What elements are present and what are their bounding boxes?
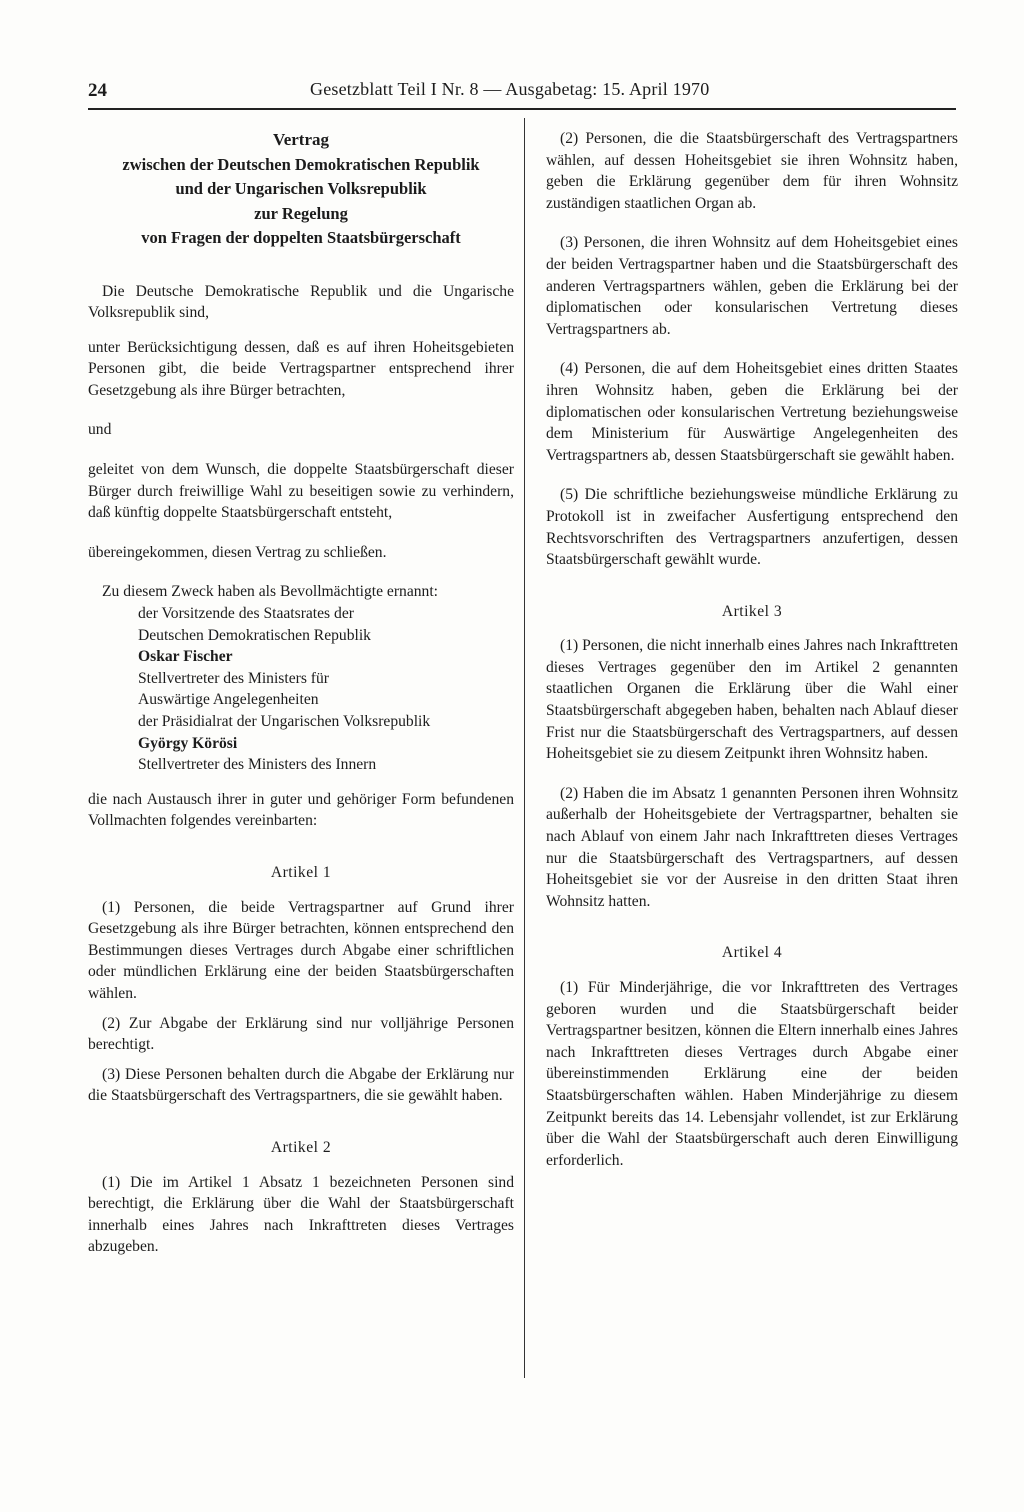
article-paragraph: (1) Personen, die beide Vertragspartner auf Grund ihrer Gesetzgebung als ihre Bürger betrachten, können entsprechend den Bestimmungen dieses Vertrages durch Abgabe einer schriftlichen oder mündlichen Erklärung eine der beiden Staatsbürgerschaften wählen. bbox=[88, 898, 514, 1002]
page-header bbox=[88, 78, 956, 110]
article-paragraph: (2) Zur Abgabe der Erklärung sind nur volljährige Personen berechtigt. bbox=[88, 1014, 514, 1054]
preamble-paragraph: übereingekommen, diesen Vertrag zu schließen. bbox=[88, 543, 387, 561]
preamble-paragraph: und bbox=[88, 421, 112, 439]
plenipotentiary-line: Stellvertreter des Ministers des Innern bbox=[138, 756, 377, 774]
title-line: von Fragen der doppelten Staatsbürgerschaft bbox=[141, 228, 461, 247]
running-title: Gesetzblatt Teil I Nr. 8 — Ausgabetag: 15. April 1970 bbox=[310, 79, 710, 99]
article-paragraph: (3) Diese Personen behalten durch die Abgabe der Erklärung nur die Staatsbürgerschaft des Vertragspartners, die sie gewählt haben. bbox=[88, 1065, 514, 1105]
plenipotentiary-name: György Körösi bbox=[138, 734, 238, 752]
article-paragraph: (4) Personen, die auf dem Hoheitsgebiet eines dritten Staates ihren Wohnsitz haben, geben die Erklärung bei der diplomatischen oder konsularischen Vertretung beziehungsweise dem Ministerium für Auswärtige Angelegenheiten des Vertragspartners ab, dessen Staatsbürgerschaft sie gewählt haben. bbox=[546, 360, 958, 464]
treaty-title bbox=[88, 128, 514, 251]
preamble-paragraph: Zu diesem Zweck haben als Bevollmächtigte ernannt: bbox=[102, 583, 439, 601]
preamble-paragraph: geleitet von dem Wunsch, die doppelte Staatsbürgerschaft dieser Bürger durch freiwillige Wahl zu beseitigen sowie zu verhindern, daß künftig doppelte Staatsbürgerschaft entsteht, bbox=[88, 461, 514, 522]
article-heading: Artikel 4 bbox=[721, 944, 783, 962]
article-paragraph: (3) Personen, die ihren Wohnsitz auf dem Hoheitsgebiet eines der beiden Vertragspartner haben und die Staatsbürgerschaft des anderen Vertragspartners wählen, geben die Erklärung bei der diplomatischen oder konsularischen Vertretung dieses Vertragspartners ab. bbox=[546, 234, 958, 338]
title-line: zwischen der Deutschen Demokratischen Republik bbox=[122, 154, 480, 174]
plenipotentiary-line: der Vorsitzende des Staatsrates der bbox=[138, 605, 354, 623]
plenipotentiary-line: Deutschen Demokratischen Republik bbox=[138, 626, 371, 644]
article-heading: Artikel 3 bbox=[721, 602, 783, 620]
article-paragraph: (1) Für Minderjährige, die vor Inkrafttreten des Vertrages geboren wurden und die Staatsbürgerschaft beider Vertragspartner besitzen, können die Eltern innerhalb eines Jahres nach Inkrafttreten dieses Vertrages durch Abgabe einer übereinstimmenden Erklärung eine der beiden Staatsbürgerschaften wählen. Haben Minderjährige zu diesem Zeitpunkt bereits das 14. Lebensjahr vollendet, ist zur Erklärung über die Wahl der Staatsbürgerschaft auch deren Einwilligung erforderlich. bbox=[546, 979, 958, 1169]
title-line: zur Regelung bbox=[254, 203, 348, 223]
article-paragraph: (2) Personen, die die Staatsbürgerschaft des Vertragspartners wählen, auf dessen Hoheitsgebiet sie ihren Wohnsitz haben, geben die Erklärung gegenüber dem für ihren Wohnsitz zuständigen staatlichen Organ ab. bbox=[546, 130, 958, 212]
article-heading: Artikel 2 bbox=[270, 1138, 332, 1156]
plenipotentiary-gdr bbox=[138, 603, 514, 711]
plenipotentiary-name: Oskar Fischer bbox=[138, 648, 233, 666]
plenipotentiary-line: Stellvertreter des Ministers für bbox=[138, 669, 329, 687]
title-line: Vertrag bbox=[272, 130, 329, 149]
article-heading: Artikel 1 bbox=[270, 863, 332, 881]
column-divider bbox=[524, 118, 525, 1378]
article-paragraph: (1) Die im Artikel 1 Absatz 1 bezeichneten Personen sind berechtigt, die Erklärung über die Wahl der Staatsbürgerschaft innerhalb eines Jahres nach Inkrafttreten dieses Vertrages abzugeben. bbox=[88, 1173, 514, 1256]
left-column bbox=[88, 128, 514, 1258]
article-paragraph: (2) Haben die im Absatz 1 genannten Personen ihren Wohnsitz außerhalb der Hoheitsgebiete der Vertragspartner, behalten sie nach Ablauf von einem Jahr nach Inkrafttreten dieses Vertrages nur die Staatsbürgerschaft des Vertragspartners, auf dessen Hoheitsgebiet sie vor der Ausreise in den dritten Staat ihren Wohnsitz hatten. bbox=[546, 784, 958, 910]
title-line: und der Ungarischen Volksrepublik bbox=[175, 179, 427, 198]
right-column bbox=[546, 128, 958, 1171]
closing-paragraph: die nach Austausch ihrer in guter und gehöriger Form befundenen Vollmachten folgendes vereinbarten: bbox=[88, 790, 514, 830]
plenipotentiary-line: der Präsidialrat der Ungarischen Volksrepublik bbox=[138, 713, 431, 730]
article-paragraph: (1) Personen, die nicht innerhalb eines Jahres nach Inkrafttreten dieses Vertrages gegenüber den im Artikel 2 genannten staatlichen Organen die Erklärung über die Wahl einer Staatsbürgerschaft abgegeben haben, behalten nach Ablauf dieser Frist nur die Staatsbürgerschaft des Vertragspartners, auf dessen Hoheitsgebiet sie zu diesem Zeitpunkt ihren Wohnsitz haben. bbox=[546, 637, 958, 763]
preamble-paragraph: unter Berücksichtigung dessen, daß es auf ihren Hoheitsgebieten Personen gibt, die beide Vertragspartner entsprechend ihrer Gesetzgebung als ihre Bürger betrachten, bbox=[88, 338, 514, 399]
preamble-paragraph: Die Deutsche Demokratische Republik und die Ungarische Volksrepublik sind, bbox=[88, 282, 514, 322]
page-number: 24 bbox=[88, 80, 107, 101]
article-paragraph: (5) Die schriftliche beziehungsweise mündliche Erklärung zu Protokoll ist in zweifacher Ausfertigung entsprechend den Rechtsvorschriften des Vertragspartners anzufertigen, dessen Staatsbürgerschaft gewählt wurde. bbox=[546, 486, 958, 569]
plenipotentiary-line: Auswärtige Angelegenheiten bbox=[138, 691, 319, 709]
plenipotentiary-hungary bbox=[138, 711, 514, 776]
